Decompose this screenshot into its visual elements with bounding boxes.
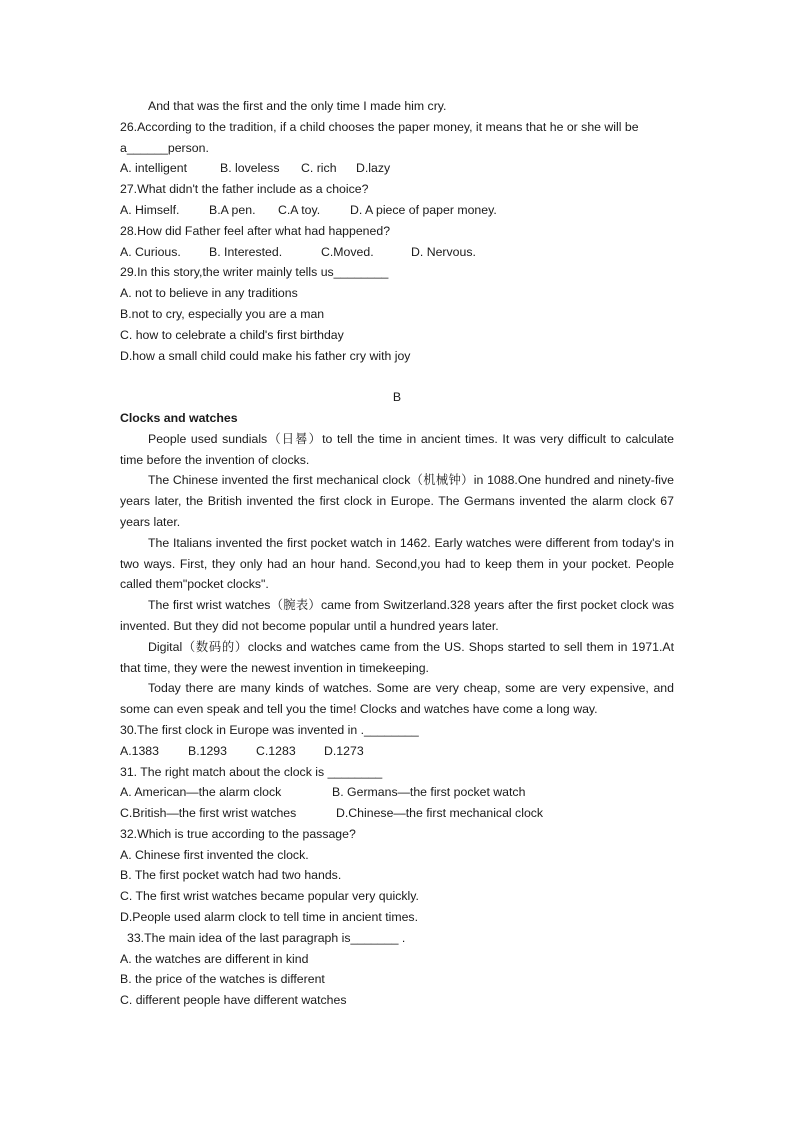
q29-option-c: C. how to celebrate a child's first birthday (120, 327, 344, 342)
q26-option-b: B. loveless (220, 161, 280, 176)
q28-option-d: D. Nervous. (411, 244, 476, 259)
q31-options-row2 (120, 803, 674, 824)
q29-stem: 29.In this story,the writer mainly tells us________ (120, 265, 389, 280)
q27-option-a: A. Himself. (120, 202, 180, 217)
q29-option-b: B.not to cry, especially you are a man (120, 306, 325, 321)
q31-options-row1 (120, 782, 674, 803)
q26-option-d: D.lazy (356, 161, 391, 176)
q27-stem: 27.What didn't the father include as a choice? (120, 182, 369, 197)
q29-option-d: D.how a small child could make his father cry with joy (120, 348, 411, 363)
document-page (120, 96, 674, 1011)
q29-option-a: A. not to believe in any traditions (120, 286, 298, 301)
q28-option-a: A. Curious. (120, 244, 181, 259)
q33-option-b: B. the price of the watches is different (120, 972, 325, 987)
passage-paragraph: Today there are many kinds of watches. Some are very cheap, some are very expensive, and some can even speak and tell you the time! Clocks and watches have come a long way. (120, 681, 674, 717)
q31-option-d: D.Chinese—the first mechanical clock (336, 806, 544, 821)
q31-option-c: C.British—the first wrist watches (120, 806, 297, 821)
q28-options (120, 242, 674, 263)
q31-option-a: A. American—the alarm clock (120, 785, 282, 800)
intro-line: And that was the first and the only time I made him cry. (148, 99, 447, 113)
passage-paragraph: People used sundials（日晷）to tell the time in ancient times. It was very difficult to calculate time before the invention of clocks. (120, 431, 674, 467)
q26-stem-line1: 26.According to the tradition, if a child chooses the paper money, it means that he or she will be (120, 119, 639, 134)
q30-stem: 30.The first clock in Europe was invented in .________ (120, 722, 419, 737)
q32-option-c: C. The first wrist watches became popular very quickly. (120, 889, 419, 904)
passage-title: Clocks and watches (120, 410, 238, 425)
passage-paragraph: Digital（数码的）clocks and watches came from the US. Shops started to sell them in 1971.At that time, they were the newest invention in timekeeping. (120, 639, 674, 675)
q30-options (120, 741, 674, 762)
q28-option-c: C.Moved. (321, 244, 374, 259)
q27-option-c: C.A toy. (278, 202, 321, 217)
q26-options (120, 158, 674, 179)
q27-options (120, 200, 674, 221)
q31-option-b: B. Germans—the first pocket watch (332, 785, 526, 800)
q27-option-b: B.A pen. (209, 202, 256, 217)
q32-option-a: A. Chinese first invented the clock. (120, 847, 309, 862)
section-label: B (392, 390, 402, 405)
q32-option-d: D.People used alarm clock to tell time in ancient times. (120, 910, 418, 925)
q30-option-a: A.1383 (120, 743, 159, 758)
q30-option-b: B.1293 (188, 743, 227, 758)
q26-option-c: C. rich (301, 161, 337, 176)
q33-stem: 33.The main idea of the last paragraph is_______ . (127, 930, 406, 945)
q33-option-c: C. different people have different watches (120, 993, 347, 1008)
q33-option-a: A. the watches are different in kind (120, 951, 309, 966)
q31-stem: 31. The right match about the clock is ________ (120, 764, 383, 779)
q30-option-d: D.1273 (324, 743, 364, 758)
q26-stem-line2: a______person. (120, 140, 209, 155)
q28-stem: 28.How did Father feel after what had happened? (120, 223, 391, 238)
q28-option-b: B. Interested. (209, 244, 283, 259)
passage-paragraph: The Italians invented the first pocket watch in 1462. Early watches were different from today's in two ways. First, they only had an hour hand. Second,you had to keep them in your pocket. People called them"pocket clocks". (120, 535, 674, 592)
q32-stem: 32.Which is true according to the passage? (120, 826, 356, 841)
q27-option-d: D. A piece of paper money. (350, 202, 497, 217)
q32-option-b: B. The first pocket watch had two hands. (120, 868, 342, 883)
passage-paragraph: The Chinese invented the first mechanical clock（机械钟）in 1088.One hundred and ninety-five years later, the British invented the first clock in Europe. The Germans invented the alarm clock 67 years later. (120, 473, 674, 529)
q30-option-c: C.1283 (256, 743, 296, 758)
passage-paragraph: The first wrist watches（腕表）came from Switzerland.328 years after the first pocket clock was invented. But they did not become popular until a hundred years later. (120, 598, 674, 633)
q26-option-a: A. intelligent (120, 161, 187, 176)
